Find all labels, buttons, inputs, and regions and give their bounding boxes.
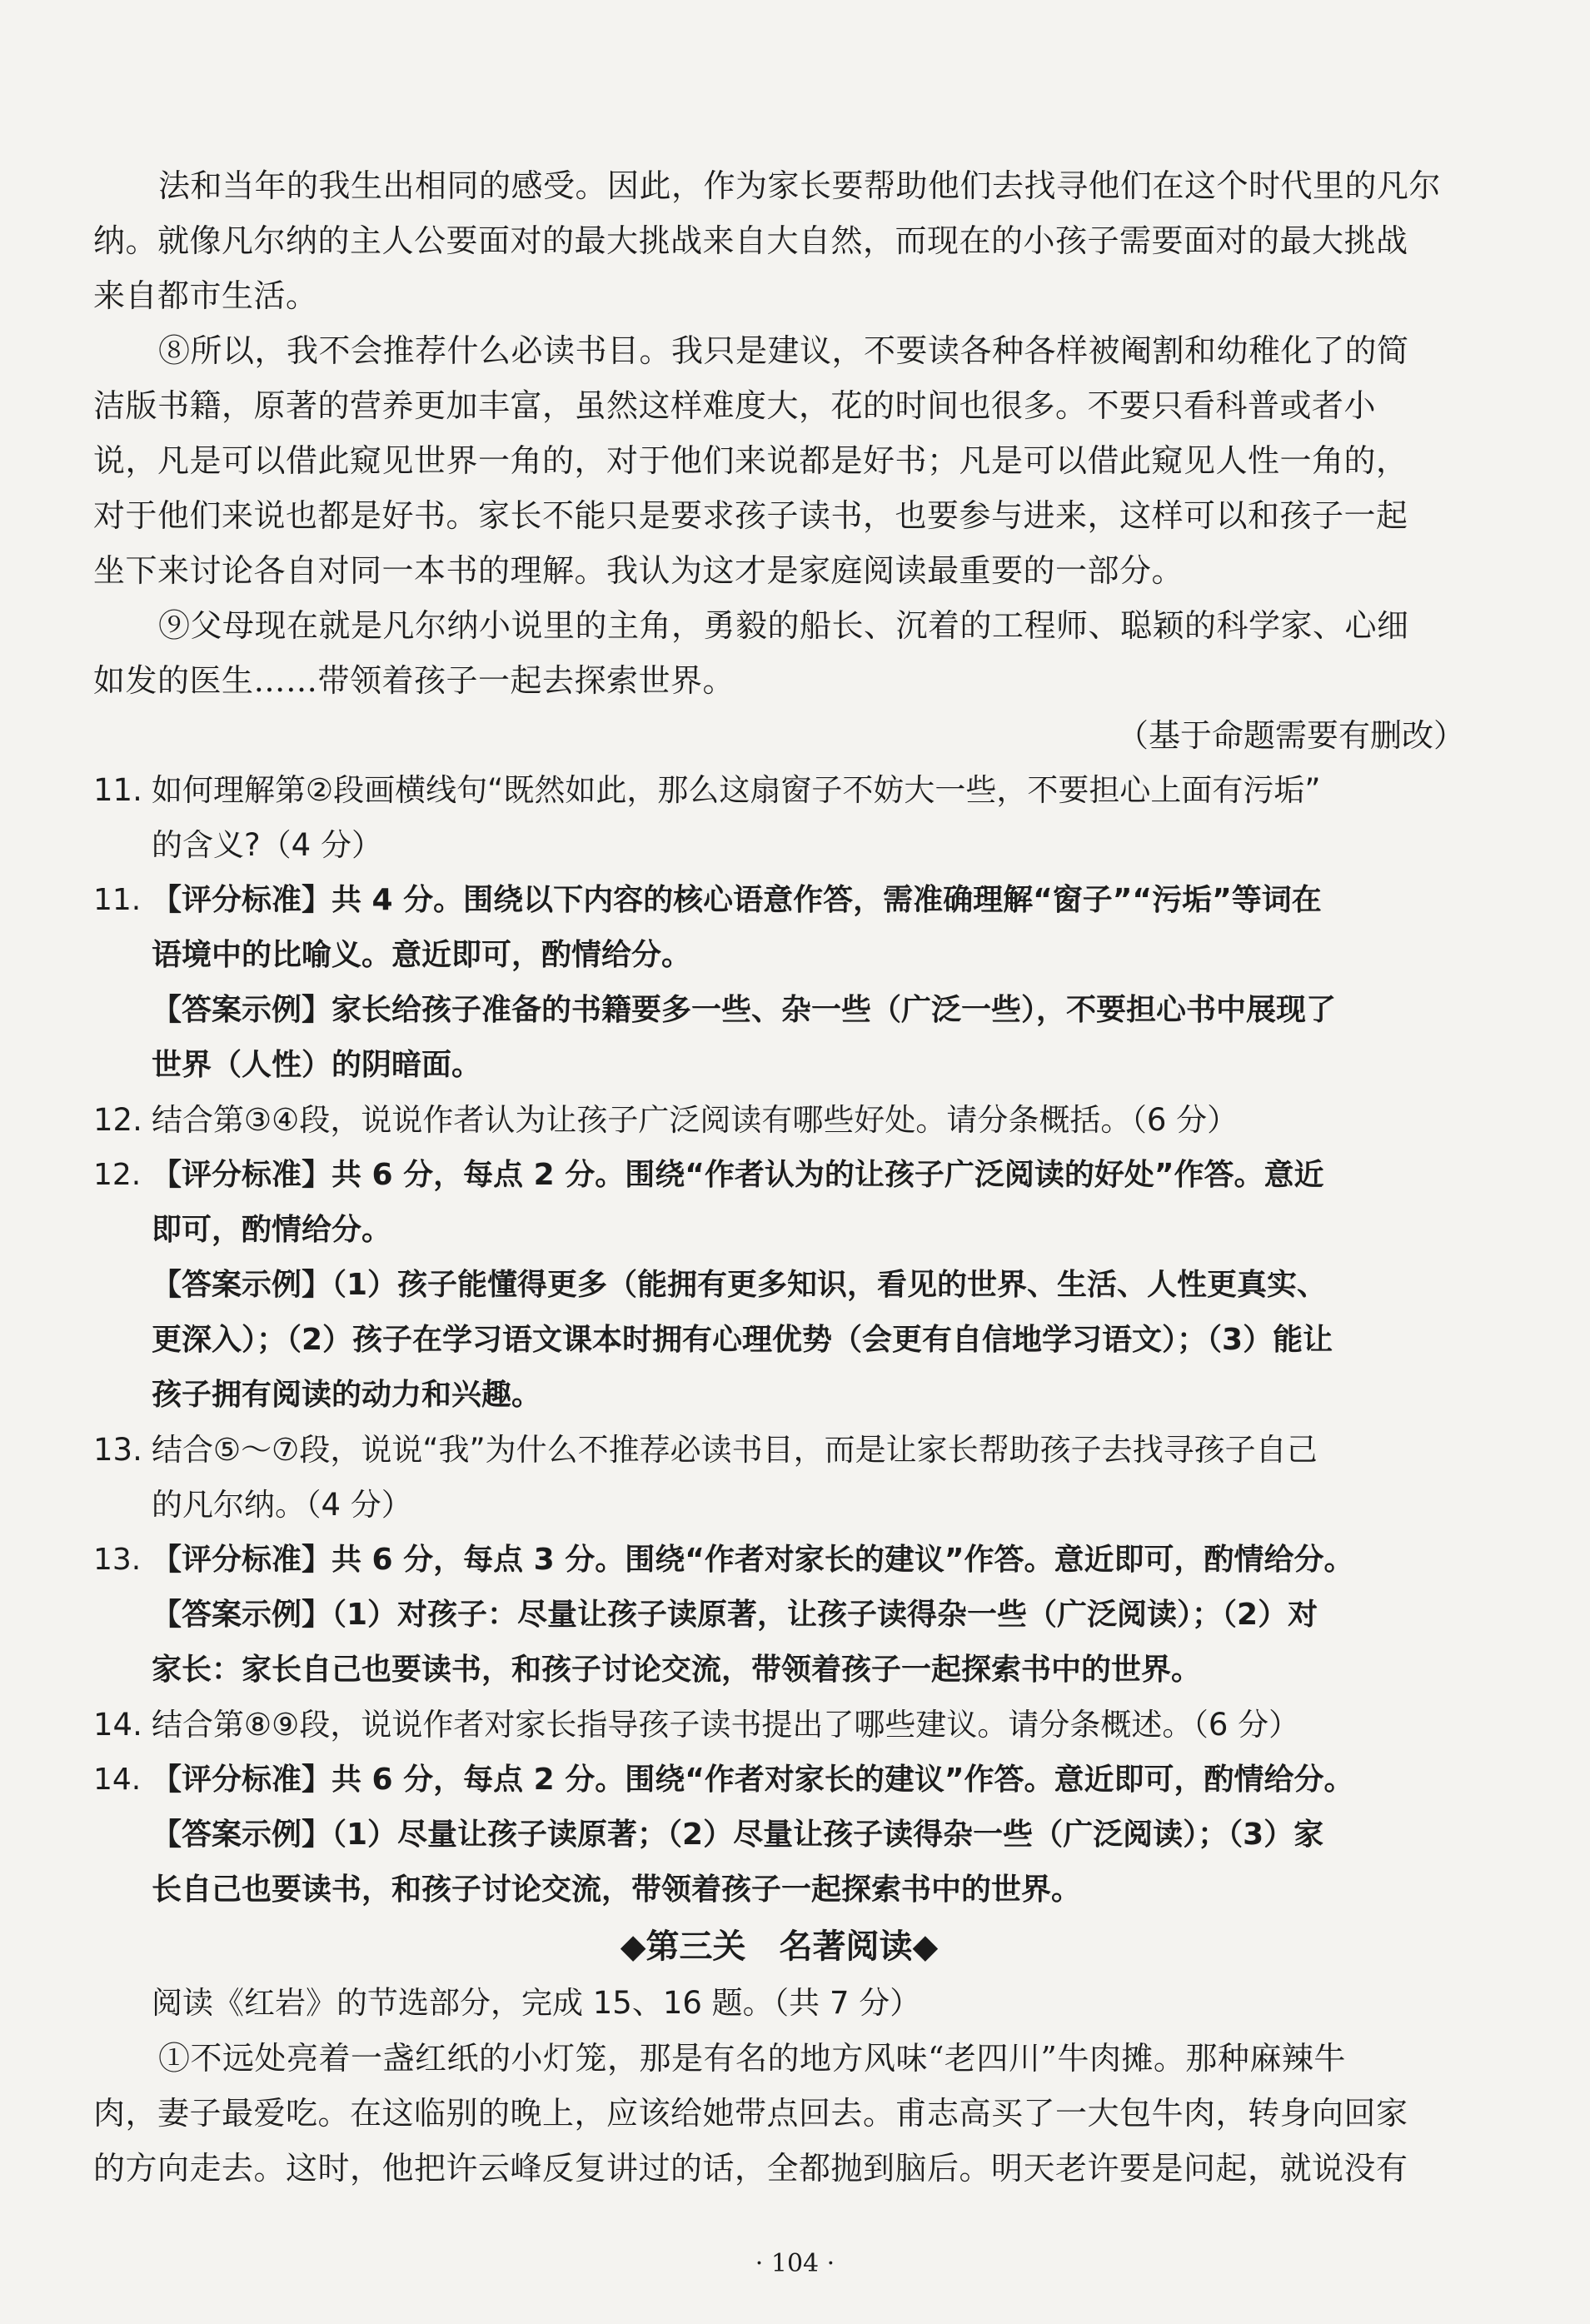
text-line: 洁版书籍，原著的营养更加丰富，虽然这样难度大，花的时间也很多。不要只看科普或者小	[93, 387, 1377, 424]
page-number: · 104 ·	[755, 2249, 835, 2278]
question-text: 结合第⑧⑨段，说说作者对家长指导孩子读书提出了哪些建议。请分条概述。（6 分）	[152, 1707, 1300, 1743]
text-line: 来自都市生活。	[93, 277, 318, 314]
text-line: ⑨父母现在就是凡尔纳小说里的主角，勇毅的船长、沉着的工程师、聪颖的科学家、心细	[158, 607, 1409, 644]
answer-text: 即可，酌情给分。	[152, 1213, 392, 1247]
answer-text: 更深入）；（2）孩子在学习语文课本时拥有心理优势（会更有自信地学习语文）；（3）能让	[152, 1323, 1333, 1357]
text-line: 纳。就像凡尔纳的主人公要面对的最大挑战来自大自然，而现在的小孩子需要面对的最大挑战	[93, 222, 1408, 259]
passage-paragraph	[93, 158, 1465, 323]
question-number: 11.	[93, 772, 142, 808]
answer-number: 14.	[93, 1763, 142, 1797]
question-number: 13.	[93, 1432, 142, 1468]
section-title: ◆第三关 名著阅读◆	[620, 1928, 939, 1966]
answer-text: 【评分标准】共 6 分，每点 2 分。围绕“作者对家长的建议”作答。意近即可，酌情给分。	[152, 1763, 1354, 1797]
answer-text: 家长：家长自己也要读书，和孩子讨论交流，带领着孩子一起探索书中的世界。	[152, 1653, 1202, 1687]
answer-text: 【答案示例】家长给孩子准备的书籍要多一些、杂一些（广泛一些），不要担心书中展现了	[152, 993, 1337, 1027]
question-13	[93, 1423, 1465, 1533]
question-text: 结合⑤～⑦段，说说“我”为什么不推荐必读书目，而是让家长帮助孩子去找寻孩子自己	[152, 1432, 1318, 1468]
answer-text: 语境中的比喻义。意近即可，酌情给分。	[152, 938, 692, 972]
question-number: 12.	[93, 1102, 142, 1138]
question-12	[93, 1093, 1465, 1148]
text-line: 对于他们来说也都是好书。家长不能只是要求孩子读书，也要参与进来，这样可以和孩子一起	[93, 497, 1408, 534]
source-note: （基于命题需要有删改）	[1116, 717, 1465, 754]
question-text: 的含义?（4 分）	[152, 827, 382, 863]
question-number: 14.	[93, 1707, 142, 1743]
answer-text: 【评分标准】共 6 分，每点 2 分。围绕“作者认为的让孩子广泛阅读的好处”作答。意近	[152, 1158, 1324, 1192]
passage-top	[93, 158, 1465, 763]
answer-text: 孩子拥有阅读的动力和兴趣。	[152, 1378, 542, 1412]
question-14	[93, 1698, 1465, 1753]
question-text: 的凡尔纳。（4 分）	[152, 1487, 412, 1523]
answer-text: 【评分标准】共 4 分。围绕以下内容的核心语意作答，需准确理解“窗子”“污垢”等词在	[152, 883, 1322, 917]
text-line: ①不远处亮着一盏红纸的小灯笼，那是有名的地方风味“老四川”牛肉摊。那种麻辣牛	[158, 2040, 1346, 2077]
text-line: 的方向走去。这时，他把许云峰反复讲过的话，全都抛到脑后。明天老许要是问起，就说没有	[93, 2150, 1408, 2187]
text-line: 法和当年的我生出相同的感受。因此，作为家长要帮助他们去找寻他们在这个时代里的凡尔	[158, 167, 1442, 204]
text-line: ⑧所以，我不会推荐什么必读书目。我只是建议，不要读各种各样被阉割和幼稚化了的简	[158, 332, 1409, 369]
answer-text: 【答案示例】（1）对孩子：尽量让孩子读原著，让孩子读得杂一些（广泛阅读）；（2）对	[152, 1598, 1318, 1632]
passage-paragraph	[93, 323, 1465, 598]
answer-text: 【评分标准】共 6 分，每点 3 分。围绕“作者对家长的建议”作答。意近即可，酌情给分。	[152, 1543, 1354, 1577]
text-line: 肉，妻子最爱吃。在这临别的晚上，应该给她带点回去。甫志高买了一大包牛肉，转身向回家	[93, 2095, 1408, 2132]
question-11	[93, 763, 1465, 873]
answer-number: 12.	[93, 1158, 142, 1192]
answer-text: 世界（人性）的阴暗面。	[152, 1048, 482, 1082]
answer-text: 长自己也要读书，和孩子讨论交流，带领着孩子一起探索书中的世界。	[152, 1873, 1082, 1907]
answer-11	[93, 873, 1465, 1093]
answer-number: 11.	[93, 883, 142, 917]
text-line: 如发的医生……带领着孩子一起去探索世界。	[93, 662, 735, 699]
reading-intro: 阅读《红岩》的节选部分，完成 15、16 题。（共 7 分）	[152, 1985, 921, 2021]
text-line: 坐下来讨论各自对同一本书的理解。我认为这才是家庭阅读最重要的一部分。	[93, 552, 1184, 589]
answer-text: 【答案示例】（1）尽量让孩子读原著；（2）尽量让孩子读得杂一些（广泛阅读）；（3）家	[152, 1818, 1324, 1852]
answer-12	[93, 1148, 1465, 1423]
passage-bottom	[93, 2031, 1465, 2196]
question-text: 如何理解第②段画横线句“既然如此，那么这扇窗子不妨大一些，不要担心上面有污垢”	[152, 772, 1321, 808]
question-text: 结合第③④段，说说作者认为让孩子广泛阅读有哪些好处。请分条概括。（6 分）	[152, 1102, 1239, 1138]
answer-13	[93, 1533, 1465, 1698]
answer-number: 13.	[93, 1543, 142, 1577]
text-line: 说，凡是可以借此窥见世界一角的，对于他们来说都是好书；凡是可以借此窥见人性一角的，	[93, 442, 1408, 479]
passage-paragraph	[93, 598, 1465, 708]
answer-text: 【答案示例】（1）孩子能懂得更多（能拥有更多知识，看见的世界、生活、人性更真实、	[152, 1268, 1328, 1302]
answer-14	[93, 1753, 1465, 1918]
